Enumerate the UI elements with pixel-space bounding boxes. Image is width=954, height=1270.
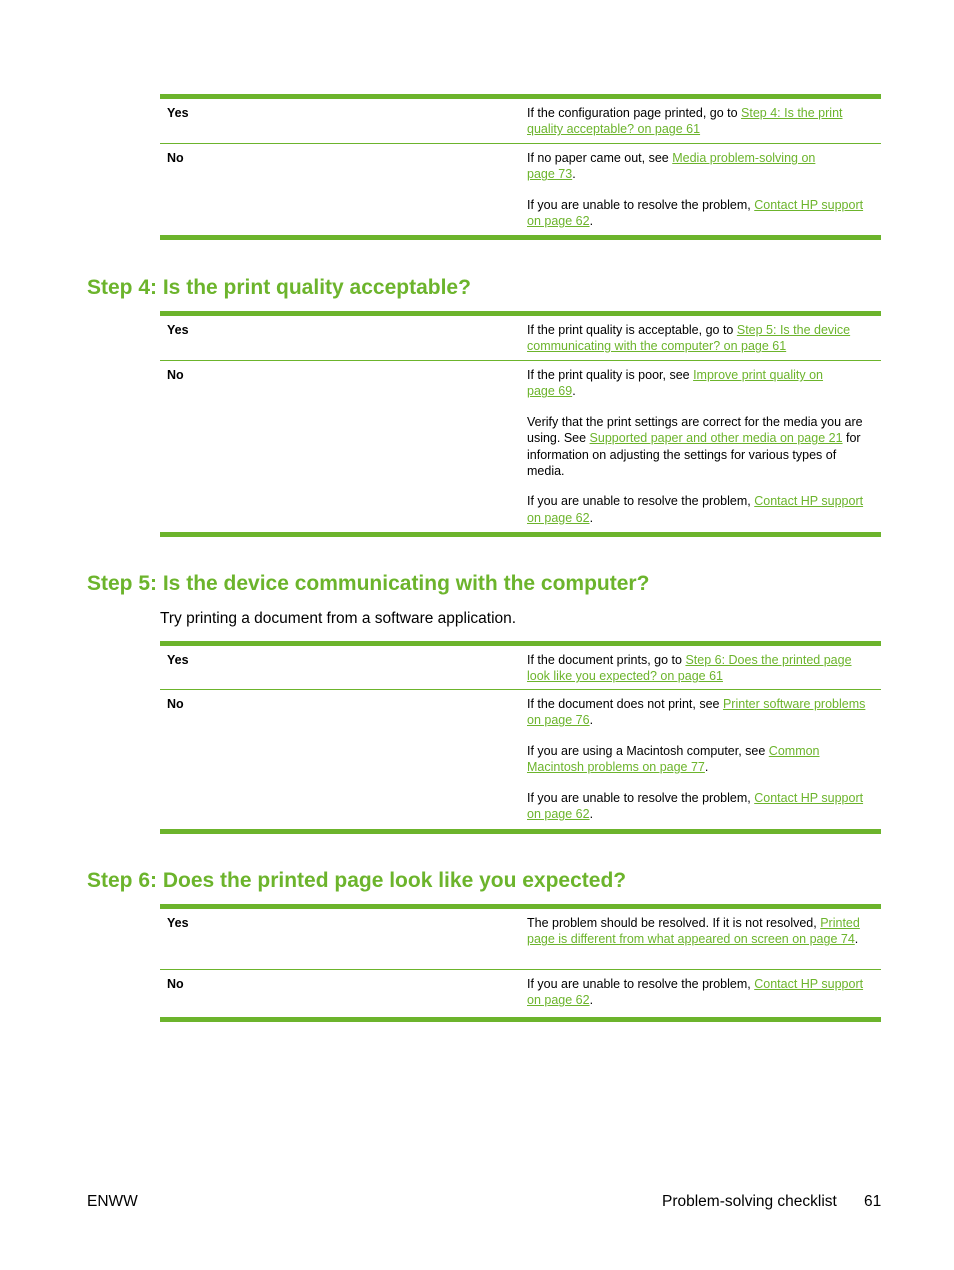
row-value-cell: [527, 652, 877, 685]
row-key-label: No: [167, 697, 184, 711]
row-key-label: Yes: [167, 916, 189, 930]
table-bottom-rule: [160, 532, 881, 537]
table-row: [160, 144, 881, 235]
row-paragraph: [527, 197, 877, 230]
row-paragraph: [527, 976, 877, 1009]
row-value-cell: [527, 367, 877, 526]
paragraph-text: .: [572, 384, 576, 399]
table-step5: [160, 641, 881, 834]
paragraph-text: .: [589, 993, 594, 1008]
paragraph-text: .: [572, 167, 576, 182]
table-bottom-rule: [160, 829, 881, 834]
row-paragraph: [527, 743, 832, 776]
row-key-label: No: [167, 151, 184, 165]
row-key-label: No: [167, 977, 184, 991]
row-value-cell: [527, 696, 877, 822]
table-bottom-rule: [160, 235, 881, 240]
table-step3-result: [160, 94, 881, 240]
row-paragraph: [527, 367, 827, 400]
table-step6: [160, 904, 881, 1022]
table-row: [160, 909, 881, 970]
heading-step4: Step 4: Is the print quality acceptable?: [87, 276, 471, 299]
table-row: [160, 316, 881, 361]
row-paragraph: [527, 150, 817, 183]
paragraph-text: If the document does not print, see: [527, 697, 723, 711]
row-key-label: Yes: [167, 323, 189, 337]
row-value-cell: [527, 976, 877, 1009]
paragraph-text: Verify that the print settings are correct for the media you are using. See: [527, 414, 863, 446]
table-row: [160, 690, 881, 829]
cross-reference-link[interactable]: Step 6: Does the printed page look like you expected? on page 61: [527, 653, 852, 684]
row-paragraph: [527, 105, 877, 138]
row-key-label: Yes: [167, 653, 189, 667]
row-paragraph: [527, 915, 877, 948]
heading-step5: Step 5: Is the device communicating with the computer?: [87, 572, 650, 595]
table-bottom-rule: [160, 1017, 881, 1022]
cross-reference-link[interactable]: Step 4: Is the print quality acceptable? on page 61: [527, 106, 843, 137]
footer-section-title: Problem-solving checklist: [662, 1193, 837, 1210]
cross-reference-link[interactable]: Step 5: Is the device communicating with the computer? on page 61: [527, 323, 851, 354]
table-row: [160, 99, 881, 144]
paragraph-text: If the print quality is acceptable, go to: [527, 323, 737, 337]
paragraph-text: .: [704, 760, 709, 775]
paragraph-text: for information on adjusting the settings for various types of media.: [527, 431, 861, 479]
paragraph-text: .: [589, 214, 594, 229]
row-paragraph: [527, 790, 877, 823]
cross-reference-link[interactable]: Contact HP support on page 62: [527, 197, 864, 229]
row-paragraph: [527, 652, 877, 685]
paragraph-text: .: [589, 510, 594, 525]
row-value-cell: [527, 915, 877, 948]
paragraph-text: If the document prints, go to: [527, 653, 686, 667]
cross-reference-link[interactable]: Contact HP support on page 62: [527, 977, 864, 1008]
footer-page-number: 61: [864, 1193, 882, 1210]
paragraph-text: If you are unable to resolve the problem,: [527, 977, 755, 991]
paragraph-text: The problem should be resolved. If it is not resolved,: [527, 916, 821, 930]
paragraph-text: If you are unable to resolve the problem,: [527, 197, 755, 212]
cross-reference-link[interactable]: Media problem-solving on page 73: [527, 151, 816, 182]
row-value-cell: [527, 322, 877, 355]
paragraph-text: If you are unable to resolve the problem,: [527, 494, 755, 509]
row-paragraph: [527, 696, 877, 729]
paragraph-text: .: [854, 932, 859, 947]
paragraph-text: .: [589, 713, 594, 728]
paragraph-text: If no paper came out, see: [527, 151, 673, 165]
step5-intro-text: Try printing a document from a software application.: [160, 610, 517, 627]
paragraph-text: If the configuration page printed, go to: [527, 106, 742, 120]
paragraph-text: .: [589, 807, 594, 822]
footer-left: ENWW: [87, 1193, 138, 1210]
table-row: [160, 361, 881, 532]
cross-reference-link[interactable]: Improve print quality on page 69: [527, 368, 824, 399]
row-key-label: No: [167, 368, 184, 382]
cross-reference-link[interactable]: Printed page is different from what appeared on screen on page 74: [527, 916, 860, 947]
cross-reference-link[interactable]: Supported paper and other media on page 21: [589, 431, 843, 446]
paragraph-text: If you are using a Macintosh computer, see: [527, 743, 769, 758]
cross-reference-link[interactable]: Common Macintosh problems on page 77: [527, 743, 820, 775]
row-paragraph: [527, 322, 877, 355]
row-paragraph: [527, 493, 877, 526]
cross-reference-link[interactable]: Contact HP support on page 62: [527, 790, 864, 822]
heading-step6: Step 6: Does the printed page look like you expected?: [87, 869, 627, 892]
row-paragraph: [527, 414, 877, 480]
row-value-cell: [527, 105, 877, 138]
paragraph-text: If you are unable to resolve the problem,: [527, 790, 755, 805]
row-key-label: Yes: [167, 106, 189, 120]
table-row: [160, 970, 881, 1017]
cross-reference-link[interactable]: Contact HP support on page 62: [527, 494, 864, 525]
cross-reference-link[interactable]: Printer software problems on page 76: [527, 697, 866, 728]
table-step4: [160, 311, 881, 537]
paragraph-text: If the print quality is poor, see: [527, 368, 694, 382]
table-row: [160, 646, 881, 690]
row-value-cell: [527, 150, 877, 230]
